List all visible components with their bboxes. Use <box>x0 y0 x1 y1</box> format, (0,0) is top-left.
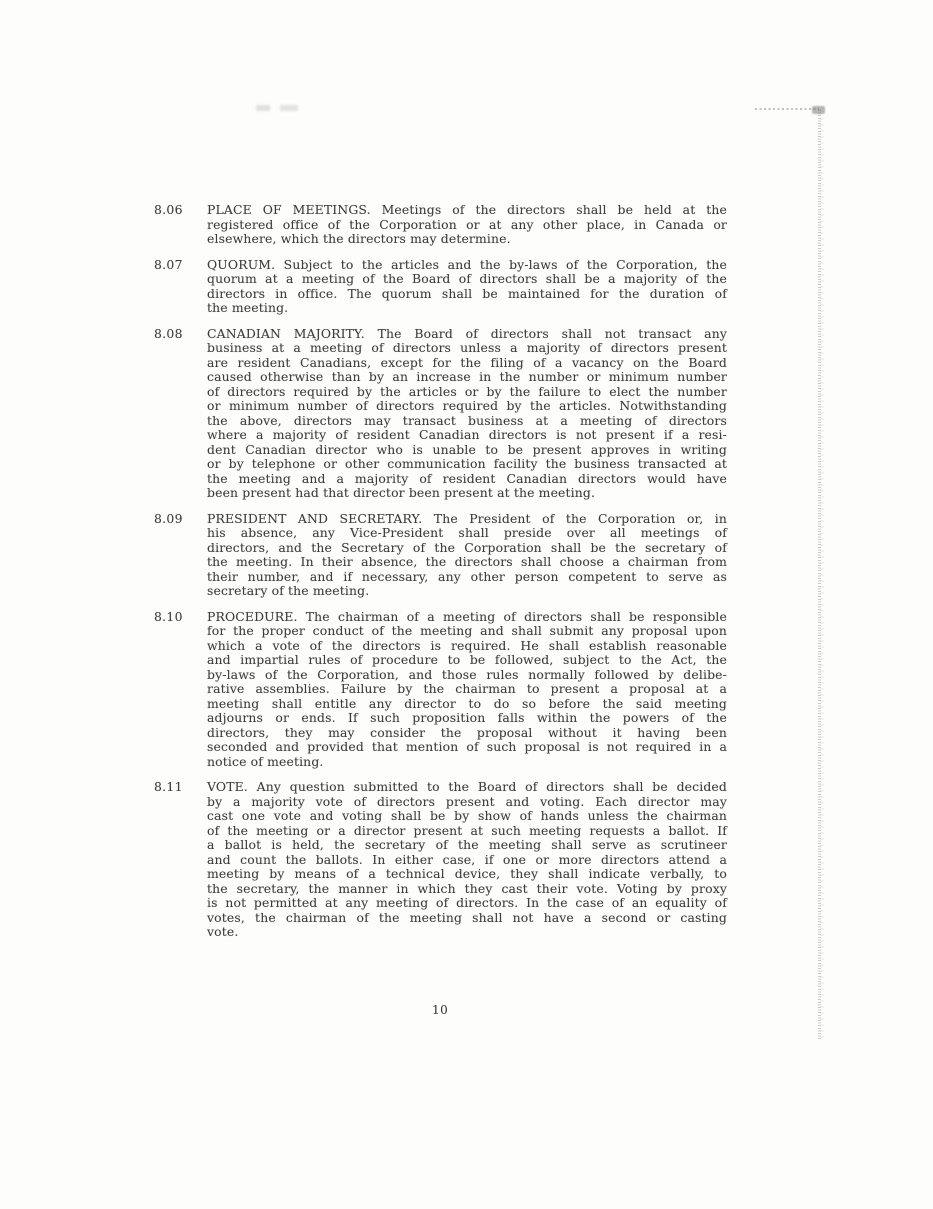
text-line: adjourns or ends. If such proposition falls within the powers of the <box>207 710 727 725</box>
text-line: and impartial rules of procedure to be followed, subject to the Act, the <box>207 652 727 667</box>
scan-page-edge-horizontal <box>755 108 819 110</box>
section-number: 8.07 <box>154 256 183 272</box>
section-text <box>207 327 727 501</box>
text-line: VOTE. Any question submitted to the Board of directors shall be decided <box>207 779 727 794</box>
text-line: a ballot is held, the secretary of the meeting shall serve as scrutineer <box>207 837 727 852</box>
section-text <box>207 610 727 770</box>
text-line: for the proper conduct of the meeting and shall submit any proposal upon <box>207 623 727 638</box>
text-line: of the meeting or a director present at such meeting requests a ballot. If <box>207 822 727 838</box>
text-line: or by telephone or other communication facility the business transacted at <box>207 456 727 471</box>
text-line: QUORUM. Subject to the articles and the by-laws of the Corporation, the <box>207 256 727 272</box>
text-line: his absence, any Vice-President shall preside over all meetings of <box>207 525 727 540</box>
page-number: 10 <box>432 1003 449 1017</box>
text-line: registered office of the Corporation or at any other place, in Canada or <box>207 216 727 232</box>
text-line: by a majority vote of directors present and voting. Each director may <box>207 793 727 809</box>
text-line: which a vote of the directors is required. He shall establish reasonable <box>207 637 727 653</box>
section-number: 8.06 <box>154 202 183 217</box>
section-8.08 <box>154 327 727 501</box>
text-line: caused otherwise than by an increase in the number or minimum number <box>207 369 727 384</box>
section-text <box>207 780 727 940</box>
text-line: business at a meeting of directors unless a majority of directors present <box>207 340 727 355</box>
text-line: PROCEDURE. The chairman of a meeting of directors shall be responsible <box>207 608 727 624</box>
section-number: 8.10 <box>154 608 183 624</box>
text-line: cast one vote and voting shall be by show of hands unless the chairman <box>207 808 727 823</box>
section-8.10 <box>154 610 727 770</box>
text-line: seconded and provided that mention of such proposal is not required in a <box>207 739 727 754</box>
text-line: directors, and the Secretary of the Corporation shall be the secretary of <box>207 539 727 555</box>
text-line: votes, the chairman of the meeting shall not have a second or casting <box>207 909 727 925</box>
section-text <box>207 512 727 599</box>
section-8.09 <box>154 512 727 599</box>
section-text <box>207 258 727 316</box>
text-line: their number, and if necessary, any other person competent to serve as <box>207 568 727 584</box>
text-line: meeting by means of a technical device, they shall indicate verbally, to <box>207 866 727 881</box>
text-line: quorum at a meeting of the Board of directors shall be a majority of the <box>207 271 727 286</box>
document-body <box>154 203 727 951</box>
text-line: dent Canadian director who is unable to be present approves in writing <box>207 441 727 457</box>
section-number: 8.11 <box>154 779 183 794</box>
text-line: secretary of the meeting. <box>207 583 370 598</box>
section-text <box>207 203 727 247</box>
scan-smudge-mark <box>256 105 304 111</box>
text-line: CANADIAN MAJORITY. The Board of directors shall not transact any <box>207 325 727 341</box>
section-8.07 <box>154 258 727 316</box>
section-number: 8.09 <box>154 510 183 526</box>
text-line: rative assemblies. Failure by the chairman to present a proposal at a <box>207 681 727 696</box>
text-line: PLACE OF MEETINGS. Meetings of the directors shall be held at the <box>207 202 727 217</box>
text-line: the secretary, the manner in which they cast their vote. Voting by proxy <box>207 880 727 896</box>
section-8.06 <box>154 203 727 247</box>
text-line: been present had that director been present at the meeting. <box>207 485 596 500</box>
text-line: or minimum number of directors required by the articles. Notwithstanding <box>207 398 727 413</box>
text-line: the meeting and a majority of resident Canadian directors would have <box>207 470 727 486</box>
text-line: directors in office. The quorum shall be maintained for the duration of <box>207 285 727 301</box>
section-number: 8.08 <box>154 325 183 341</box>
text-line: and count the ballots. In either case, if one or more directors attend a <box>207 851 727 867</box>
text-line: vote. <box>207 924 239 939</box>
text-line: where a majority of resident Canadian directors is not present if a resi- <box>207 427 727 442</box>
text-line: meeting shall entitle any director to do so before the said meeting <box>207 695 727 711</box>
text-line: notice of meeting. <box>207 753 324 769</box>
text-line: elsewhere, which the directors may determine. <box>207 231 511 246</box>
text-line: is not permitted at any meeting of directors. In the case of an equality of <box>207 895 727 910</box>
text-line: the meeting. <box>207 300 289 315</box>
text-line: PRESIDENT AND SECRETARY. The President of the Corporation or, in <box>207 510 727 526</box>
text-line: the above, directors may transact business at a meeting of directors <box>207 412 727 428</box>
text-line: directors, they may consider the proposal without it having been <box>207 724 727 740</box>
section-8.11 <box>154 780 727 940</box>
text-line: of directors required by the articles or by the failure to elect the number <box>207 383 727 399</box>
text-line: by-laws of the Corporation, and those rules normally followed by delibe- <box>207 666 727 682</box>
text-line: the meeting. In their absence, the directors shall choose a chairman from <box>207 554 727 569</box>
scan-page-edge-vertical <box>816 110 824 1040</box>
text-line: are resident Canadians, except for the filing of a vacancy on the Board <box>207 354 727 370</box>
